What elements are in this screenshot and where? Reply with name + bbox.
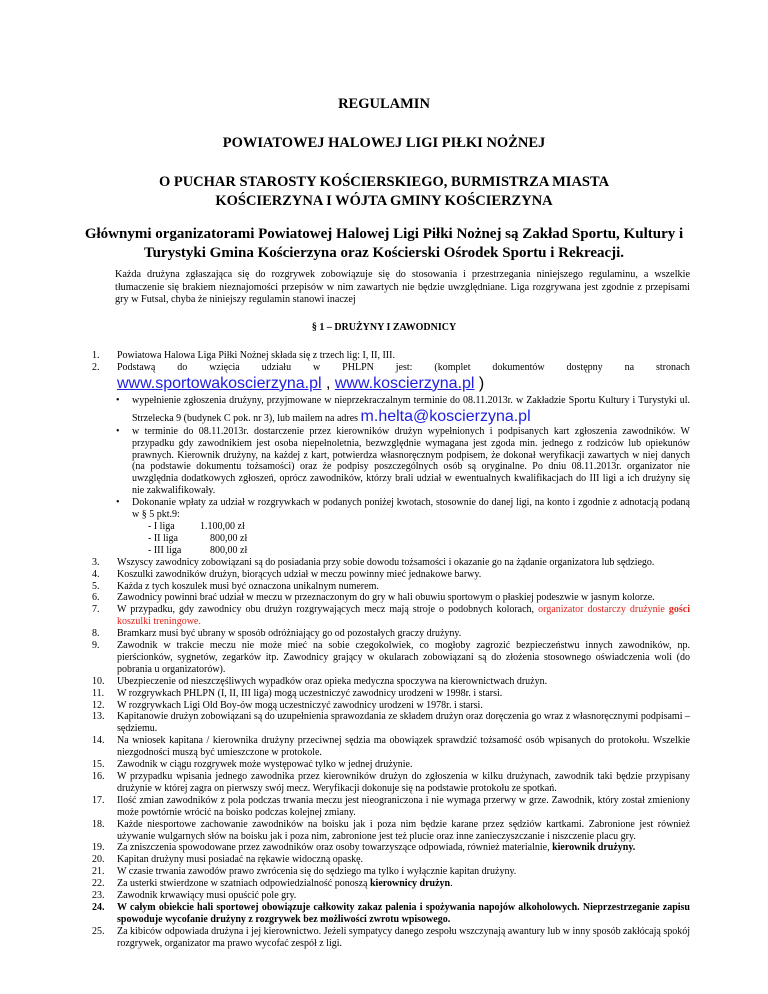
fee-row: - I liga 1.100,00 zł (148, 520, 245, 532)
bullet-item (116, 395, 690, 426)
item-text: Za usterki stwierdzone w szatniach odpowiedzialność ponoszą kierownicy drużyn. (117, 878, 453, 890)
list-item: 7. W przypadku, gdy zawodnicy obu drużyn rozgrywających mecz mają stroje o podobnych kolorach, organizator dostarczy drużynie gości koszulki treningowe. (92, 604, 690, 628)
item-text: W czasie trwania zawodów prawo zwrócenia się do sędziego ma tylko i wyłącznie kapitan drużyny. (117, 866, 517, 878)
bullet-icon: • (116, 425, 120, 437)
list-item: 25. Za kibiców odpowiada drużyna i jej kierownictwo. Jeżeli sympatycy danego zespołu wszczynają awantury lub w inny sposób zakłócają spokój rozgrywek, organizator ma prawo wycofać zespół z ligi. (92, 925, 690, 949)
item-text: Na wniosek kapitana / kierownika drużyny przeciwnej sędzia ma obowiązek sprawdzić tożsamość osób wpisanych do protokołu. Wszelkie niezgodności muszą być umieszczone w protokole. (117, 735, 690, 759)
item-text: Zawodnicy powinni brać udział w meczu w przeznaczonym do gry w hali obuwiu sportowym o płaskiej podeszwie w jasnym kolorze. (117, 592, 655, 604)
item-text: W rozgrywkach Ligi Old Boy-ów mogą uczestniczyć zawodnicy urodzeni w 1978r. i starsi. (117, 699, 483, 711)
item-number: 2. (92, 361, 100, 373)
list-item: 15. Zawodnik w ciągu rozgrywek może występować tylko w jednej drużynie. (92, 759, 690, 771)
website-links: www.sportowakoscierzyna.pl , www.koscierzyna.pl ) (117, 374, 485, 392)
item-text: W całym obiekcie hali sportowej obowiązuje całkowity zakaz palenia i spożywania napojów alkoholowych. Nieprzestrzeganie zapisu spowoduje wycofanie drużyny z rozgrywek bez możliwości zwrotu wpisowego. (117, 901, 690, 925)
list-item: 19. Za zniszczenia spowodowane przez zawodników oraz osoby towarzyszące odpowiada, również materialnie, kierownik drużyny. (92, 842, 690, 854)
organizers-heading (0, 225, 768, 263)
cup-heading-line1: O PUCHAR STAROSTY KOŚCIERSKIEGO, BURMISTRZA MIASTA (158, 174, 610, 190)
bullet-icon: • (116, 394, 120, 406)
list-item: 16. W przypadku wpisania jednego zawodnika przez kierowników drużyn do zgłoszenia w kilku drużynach, zawodnik taki będzie przypisany drużynie w której zagra on pierwszy swój mecz. Weryfikacji dokonuje się na podstawie protokołu ze spotkań. (92, 771, 690, 794)
item-text: Kapitan drużyny musi posiadać na rękawie widoczną opaskę. (117, 854, 364, 866)
list-item: 5. Każda z tych koszulek musi być oznaczona unikalnym numerem. (92, 581, 690, 593)
organizers-text: Głównymi organizatorami Powiatowej Halowej Ligi Piłki Nożnej są Zakład Sportu, Kultury i Turystyki Gmina Kościerzyna oraz Kościerski Ośrodek Sportu i Rekreacji. (84, 226, 684, 261)
fee-row: - III liga 800,00 zł (148, 544, 248, 556)
link-koscierzyna[interactable]: www.koscierzyna.pl (334, 374, 475, 392)
fee-list (148, 521, 690, 557)
list-item: 22. Za usterki stwierdzone w szatniach odpowiedzialność ponoszą kierownicy drużyn. (92, 878, 690, 890)
intro-paragraph: Każda drużyna zgłaszająca się do rozgrywek zobowiązuje się do stosowania i przestrzegania niniejszego regulaminu, a wszelkie tłumaczenie się brakiem nieznajomości przepisów w nim zawartych nie będzie uwzględniane. Liga rozgrywana jest zgodnie z przepisami gry w Futsal, chyba że niniejszy regulamin stanowi inaczej (115, 269, 690, 305)
item-text: Ubezpieczenie od nieszczęśliwych wypadków oraz opieka medyczna spoczywa na kierownictwach drużyn. (117, 675, 548, 687)
item-text: W przypadku wpisania jednego zawodnika przez kierowników drużyn do zgłoszenia w kilku drużynach, zawodnik taki będzie przypisany drużynie w której zagra on pierwszy swój mecz. Weryfikacji dokonuje się na podstawie protokołu ze spotkań. (117, 771, 690, 794)
bullet-item (116, 497, 690, 557)
document-title: REGULAMIN (338, 96, 430, 112)
list-item: 23. Zawodnik krwawiący musi opuścić pole gry. (92, 890, 690, 902)
list-item: 17. Ilość zmian zawodników z pola podczas trwania meczu jest nieograniczona i nie wymaga przerwy w grze. Zawodnik, który został zmieniony może powtórnie wrócić na boisko podczas kolejnej zmiany. (92, 794, 690, 818)
link-sportowakoscierzyna[interactable]: www.sportowakoscierzyna.pl (117, 374, 322, 392)
item-text: Każde niesportowe zachowanie zawodników na boisku jak i poza nim będzie karane przez sędziów kartkami. Zabronione jest również używanie wulgarnych słów na boisku jak i poza nim, zabronione jest też plucie oraz inne zanieczyszczanie i niszczenie placu gry. (117, 818, 690, 842)
item-text: Bramkarz musi być ubrany w sposób odróżniający go od pozostałych graczy drużyny. (117, 628, 462, 640)
email-link[interactable]: m.helta@koscierzyna.pl (360, 407, 531, 425)
list-item: 14. Na wniosek kapitana / kierownika drużyny przeciwnej sędzia ma obowiązek sprawdzić tożsamość osób wpisanych do protokołu. Wszelkie niezgodności muszą być umieszczone w protokole. (92, 735, 690, 759)
list-item (92, 350, 690, 362)
document-subtitle: POWIATOWEJ HALOWEJ LIGI PIŁKI NOŻNEJ (222, 135, 546, 151)
item-text: Powiatowa Halowa Liga Piłki Nożnej składa się z trzech lig: I, II, III. (117, 350, 395, 361)
item-text: Zawodnik krwawiący musi opuścić pole gry. (117, 890, 297, 902)
list-item: 9. Zawodnik w trakcie meczu nie może mieć na sobie czegokolwiek, co mogłoby zagrozić bezpieczeństwu innych zawodników, np. pierścionków, sygnetów, zegarków itp. Zawodnicy grający w okularach zobowiązani są do złożenia stosownego oświadczenia woli (do pobrania u organizatorów). (92, 640, 690, 675)
bullet-text: wypełnienie zgłoszenia drużyny, przyjmowane w nieprzekraczalnym terminie do 08.11.2013r. w Zakładzie Sportu Kultury i Turystyki ul. Strzelecka 9 (budynek C pok. nr 3), lub mailem na adres (132, 394, 690, 424)
cup-heading-line2: KOŚCIERZYNA I WÓJTA GMINY KOŚCIERZYNA (215, 193, 553, 209)
section-heading: § 1 – DRUŻYNY I ZAWODNICY (311, 322, 457, 333)
list-item: 13. Kapitanowie drużyn zobowiązani są do uzupełnienia sprawozdania ze składem drużyn oraz doręczenia go wraz z własnoręcznymi podpisami – sędziemu. (92, 711, 690, 735)
item-text: Ilość zmian zawodników z pola podczas trwania meczu jest nieograniczona i nie wymaga przerwy w grze. Zawodnik, który został zmieniony może powtórnie wrócić na boisko podczas kolejnej zmiany. (117, 794, 690, 818)
list-item: 8. Bramkarz musi być ubrany w sposób odróżniający go od pozostałych graczy drużyny. (92, 628, 690, 640)
list-item: 11. W rozgrywkach PHLPN (I, II, III liga) mogą uczestniczyć zawodnicy urodzeni w 1998r. i starsi. (92, 688, 690, 700)
list-item: 18. Każde niesportowe zachowanie zawodników na boisku jak i poza nim będzie karane przez sędziów kartkami. Zabronione jest również używanie wulgarnych słów na boisku jak i poza nim, zabronione jest też plucie oraz inne zanieczyszczanie i niszczenie placu gry. (92, 818, 690, 842)
list-item: 10. Ubezpieczenie od nieszczęśliwych wypadków oraz opieka medyczna spoczywa na kierownictwach drużyn. (92, 676, 690, 688)
fee-row: - II liga 800,00 zł (148, 532, 248, 544)
rules-list (92, 350, 690, 950)
list-item: 21. W czasie trwania zawodów prawo zwrócenia się do sędziego ma tylko i wyłącznie kapitan drużyny. (92, 866, 690, 878)
bullet-icon: • (116, 497, 120, 509)
item-text: W przypadku, gdy zawodnicy obu drużyn rozgrywających mecz mają stroje o podobnych kolorach, organizator dostarczy drużynie gości koszulki treningowe. (117, 604, 690, 628)
item-text: Koszulki zawodników drużyn, biorących udział w meczu powinny mieć jednakowe barwy. (117, 568, 482, 580)
list-item: 6. Zawodnicy powinni brać udział w meczu w przeznaczonym do gry w hali obuwiu sportowym o płaskiej podeszwie w jasnym kolorze. (92, 592, 690, 604)
item-text: Zawodnik w ciągu rozgrywek może występować tylko w jednej drużynie. (117, 759, 413, 771)
bullet-text: Dokonanie wpłaty za udział w rozgrywkach w podanych poniżej kwotach, stosownie do danej ligi, na konto i zgodnie z adnotacją podaną w § 5 pkt.9: (132, 497, 690, 521)
item-text: Zawodnik w trakcie meczu nie może mieć na sobie czegokolwiek, co mogłoby zagrozić bezpieczeństwu innych zawodników, np. pierścionków, sygnetów, zegarków itp. Zawodnicy grający w okularach zobowiązani są do złożenia stosownego oświadczenia woli (do pobrania u organizatorów). (117, 640, 690, 675)
list-item: 3. Wszyscy zawodnicy zobowiązani są do posiadania przy sobie dowodu tożsamości i okazanie go na żądanie organizatora lub sędziego. (92, 557, 690, 569)
item-text: W rozgrywkach PHLPN (I, II, III liga) mogą uczestniczyć zawodnicy urodzeni w 1998r. i starsi. (117, 687, 503, 699)
bullet-item (116, 426, 690, 497)
item-text: Podstawą do wzięcia udziału w PHLPN jest: (komplet dokumentów dostępny na stronach (117, 361, 690, 373)
item-text: Każda z tych koszulek musi być oznaczona unikalnym numerem. (117, 580, 379, 592)
cup-heading (0, 173, 768, 211)
list-item (92, 362, 690, 393)
item-text: Za kibiców odpowiada drużyna i jej kierownictwo. Jeżeli sympatycy danego zespołu wszczynają awantury lub w inny sposób zakłócają spokój rozgrywek, organizator ma prawo wycofać zespół z ligi. (117, 925, 690, 949)
list-item: 24. W całym obiekcie hali sportowej obowiązuje całkowity zakaz palenia i spożywania napojów alkoholowych. Nieprzestrzeganie zapisu spowoduje wycofanie drużyny z rozgrywek bez możliwości zwrotu wpisowego. (92, 901, 690, 925)
list-item: 12. W rozgrywkach Ligi Old Boy-ów mogą uczestniczyć zawodnicy urodzeni w 1978r. i starsi. (92, 700, 690, 712)
item-text: Za zniszczenia spowodowane przez zawodników oraz osoby towarzyszące odpowiada, również materialnie, kierownik drużyny. (117, 842, 636, 854)
item-number: 1. (92, 350, 100, 361)
bullet-text: w terminie do 08.11.2013r. dostarczenie przez kierowników drużyn wypełnionych i podpisanych kart zgłoszenia zawodników. W przypadku gdy zawodnikiem jest osoba niepełnoletnia, bezwzględnie wymagana jest zgoda min. jednego z rodziców lub opiekunów prawnych. Kierownik drużyny, na każdej z kart, potwierdza własnoręcznym podpisem, że dokonał weryfikacji zawartych w niej danych (na podstawie dokumentu tożsamości) oraz że podpisy poszczególnych osób są oryginalne. Po dniu 08.11.2013r. organizator nie uwzględnia dodatkowych zgłoszeń, oprócz zawodników, którzy brali udział w ewentualnych kwalifikacjach do III ligi a ich drużyny się nie zakwalifikowały. (132, 425, 690, 497)
list-item: 4. Koszulki zawodników drużyn, biorących udział w meczu powinny mieć jednakowe barwy. (92, 569, 690, 581)
list-item: 20. Kapitan drużyny musi posiadać na rękawie widoczną opaskę. (92, 854, 690, 866)
item-text: Wszyscy zawodnicy zobowiązani są do posiadania przy sobie dowodu tożsamości i okazanie go na żądanie organizatora lub sędziego. (117, 556, 655, 568)
item-text: Kapitanowie drużyn zobowiązani są do uzupełnienia sprawozdania ze składem drużyn oraz doręczenia go wraz z własnoręcznymi podpisami – sędziemu. (117, 711, 690, 735)
